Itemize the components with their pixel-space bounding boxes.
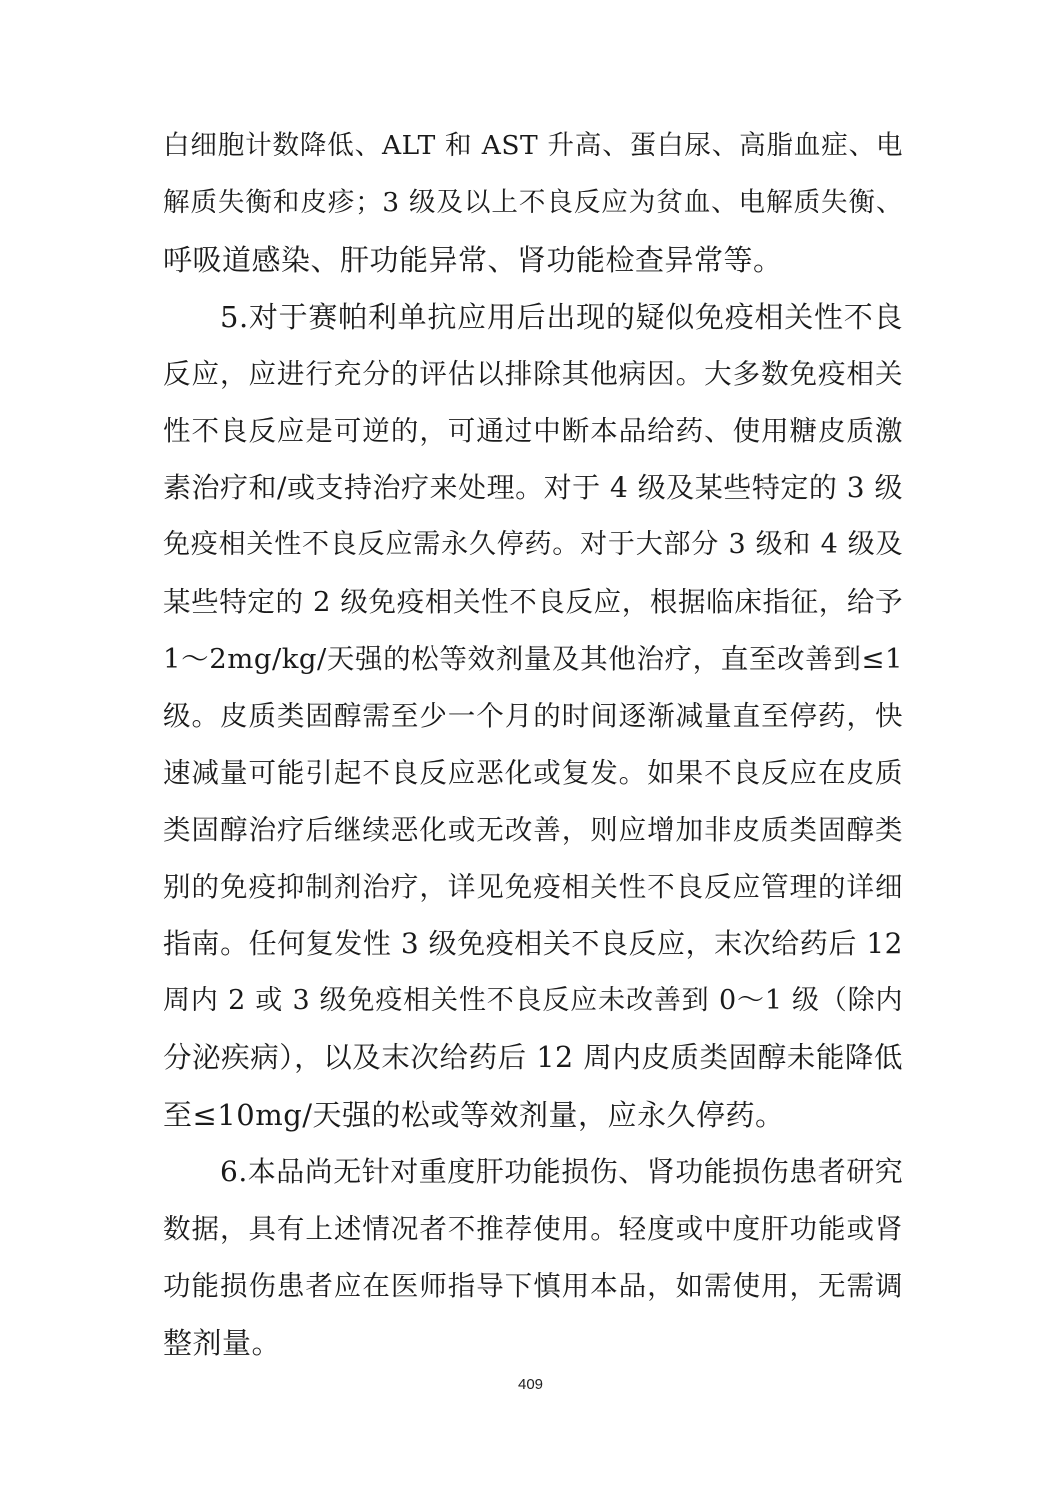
text-line: 素治疗和/或支持治疗来处理。对于 4 级及某些特定的 3 级	[163, 471, 903, 504]
text-line: 某些特定的 2 级免疫相关性不良反应，根据临床指征，给予	[163, 586, 903, 618]
text-line: 1～2mg/kg/天强的松等效剂量及其他治疗，直至改善到≤1	[163, 643, 903, 675]
text-line: 周内 2 或 3 级免疫相关性不良反应未改善到 0～1 级（除内	[163, 985, 903, 1016]
text-line: 整剂量。	[163, 1326, 282, 1360]
text-line: 数据，具有上述情况者不推荐使用。轻度或中度肝功能或肾	[163, 1213, 903, 1245]
text-line: 功能损伤患者应在医师指导下慎用本品，如需使用，无需调	[163, 1270, 903, 1302]
text-line: 别的免疫抑制剂治疗，详见免疫相关性不良反应管理的详细	[163, 871, 903, 903]
text-line: 类固醇治疗后继续恶化或无改善，则应增加非皮质类固醇类	[163, 814, 903, 846]
text-line: 免疫相关性不良反应需永久停药。对于大部分 3 级和 4 级及	[163, 529, 903, 560]
text-line: 白细胞计数降低、ALT 和 AST 升高、蛋白尿、高脂血症、电	[163, 130, 903, 161]
text-line: 速减量可能引起不良反应恶化或复发。如果不良反应在皮质	[163, 757, 903, 789]
text-line: 5.对于赛帕利单抗应用后出现的疑似免疫相关性不良	[220, 300, 903, 334]
text-line: 分泌疾病），以及末次给药后 12 周内皮质类固醇未能降低	[163, 1041, 903, 1074]
text-line: 反应，应进行充分的评估以排除其他病因。大多数免疫相关	[163, 358, 903, 390]
text-line: 至≤10mg/天强的松或等效剂量，应永久停药。	[163, 1098, 785, 1132]
text-line: 6.本品尚无针对重度肝功能损伤、肾功能损伤患者研究	[220, 1155, 904, 1188]
text-line: 解质失衡和皮疹；3 级及以上不良反应为贫血、电解质失衡、	[163, 187, 903, 218]
text-line: 呼吸道感染、肝功能异常、肾功能检查异常等。	[163, 243, 783, 277]
text-line: 级。皮质类固醇需至少一个月的时间逐渐减量直至停药，快	[163, 700, 903, 732]
text-line: 指南。任何复发性 3 级免疫相关不良反应，末次给药后 12	[163, 927, 903, 960]
page-number: 409	[517, 1376, 544, 1393]
text-line: 性不良反应是可逆的，可通过中断本品给药、使用糖皮质激	[163, 415, 903, 447]
